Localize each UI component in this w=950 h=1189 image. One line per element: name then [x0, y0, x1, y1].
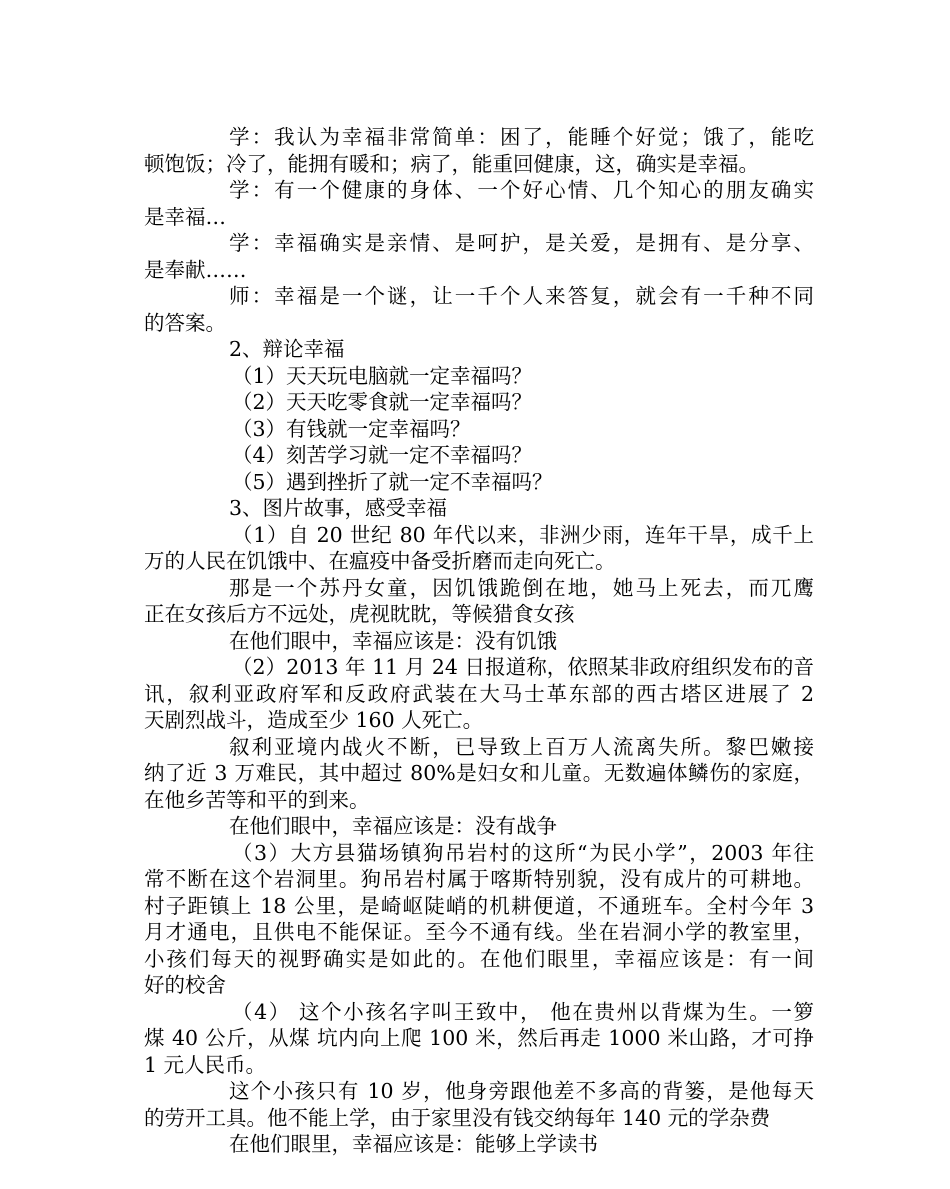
text-line: （2）2013 年 11 月 24 日报道称，依照某非政府组织发布的音	[232, 655, 814, 679]
document-body	[144, 124, 814, 1158]
text-line: （1）天天玩电脑就一定幸福吗？	[232, 363, 533, 388]
text-line: 月才通电，且供电不能保证。至今不通有线。坐在岩洞小学的教室里，	[144, 920, 814, 944]
text-line: 好的校舍	[144, 973, 226, 997]
text-line: 学：有一个健康的身体、一个好心情、几个知心的朋友确实	[229, 178, 814, 202]
text-line: （1）自 20 世纪 80 年代以来，非洲少雨，连年干旱，成千上	[232, 522, 814, 547]
text-line: 小孩们每天的视野确实是如此的。在他们眼里，幸福应该是：有一间	[144, 946, 814, 971]
text-line: （4）刻苦学习就一定不幸福吗？	[232, 443, 533, 467]
text-line: 1 元人民币。	[144, 1052, 267, 1077]
text-line: 在他们眼中，幸福应该是：没有战争	[229, 814, 557, 838]
text-line: 的劳开工具。他不能上学，由于家里没有钱交纳每年 140 元的学杂费	[144, 1105, 771, 1130]
text-line: （4） 这个小孩名字叫王致中， 他在贵州以背煤为生。一箩	[232, 999, 814, 1024]
text-line: 在他们眼中，幸福应该是：没有饥饿	[229, 628, 557, 653]
text-line: 顿饱饭；冷了，能拥有暖和；病了，能重回健康，这，确实是幸福。	[144, 151, 759, 176]
text-line: （2）天天吃零食就一定幸福吗？	[232, 390, 533, 414]
text-line: 在他们眼里，幸福应该是：能够上学读书	[229, 1132, 598, 1156]
text-line: 3、图片故事，感受幸福	[229, 496, 448, 520]
text-line: 天剧烈战斗，造成至少 160 人死亡。	[144, 708, 484, 732]
text-line: （3）有钱就一定幸福吗？	[232, 416, 471, 441]
text-line: 那是一个苏丹女童，因饥饿跪倒在地，她马上死去，而兀鹰	[229, 575, 814, 600]
text-line: 的答案。	[144, 310, 226, 335]
text-line: 2、辩论幸福	[229, 337, 345, 361]
text-line: 师：幸福是一个谜，让一千个人来答复，就会有一千种不同	[229, 284, 814, 308]
text-line: 叙利亚境内战火不断，已导致上百万人流离失所。黎巴嫩接	[229, 734, 814, 759]
text-line: （3）大方县猫场镇狗吊岩村的这所“为民小学”，2003 年往	[232, 840, 814, 865]
text-line: 万的人民在饥饿中、在瘟疫中备受折磨而走向死亡。	[144, 549, 616, 573]
text-line: 纳了近 3 万难民，其中超过 80%是妇女和儿童。无数遍体鳞伤的家庭，	[144, 761, 814, 785]
text-line: 学：幸福确实是亲情、是呵护，是关爱，是拥有、是分享、	[229, 231, 814, 255]
text-line: 村子距镇上 18 公里，是崎岖陡峭的机耕便道，不通班车。全村今年 3	[144, 893, 814, 918]
text-line: 在他乡苦等和平的到来。	[144, 787, 370, 812]
text-line: （5）遇到挫折了就一定不幸福吗？	[232, 469, 553, 494]
text-line: 是奉献……	[144, 257, 247, 282]
text-line: 煤 40 公斤，从煤 坑内向上爬 100 米，然后再走 1000 米山路，才可挣	[144, 1026, 814, 1050]
text-line: 是幸福…	[144, 204, 226, 229]
text-line: 讯，叙利亚政府军和反政府武装在大马士革东部的西古塔区进展了 2	[144, 681, 814, 706]
text-line: 学：我认为幸福非常简单：困了，能睡个好觉；饿了，能吃	[229, 125, 814, 149]
text-line: 常不断在这个岩洞里。狗吊岩村属于喀斯特别貌，没有成片的可耕地。	[144, 867, 814, 891]
text-line: 正在女孩后方不远处，虎视眈眈，等候猎食女孩	[144, 602, 575, 626]
text-line: 这个小孩只有 10 岁，他身旁跟他差不多高的背篓，是他每天	[229, 1079, 814, 1103]
